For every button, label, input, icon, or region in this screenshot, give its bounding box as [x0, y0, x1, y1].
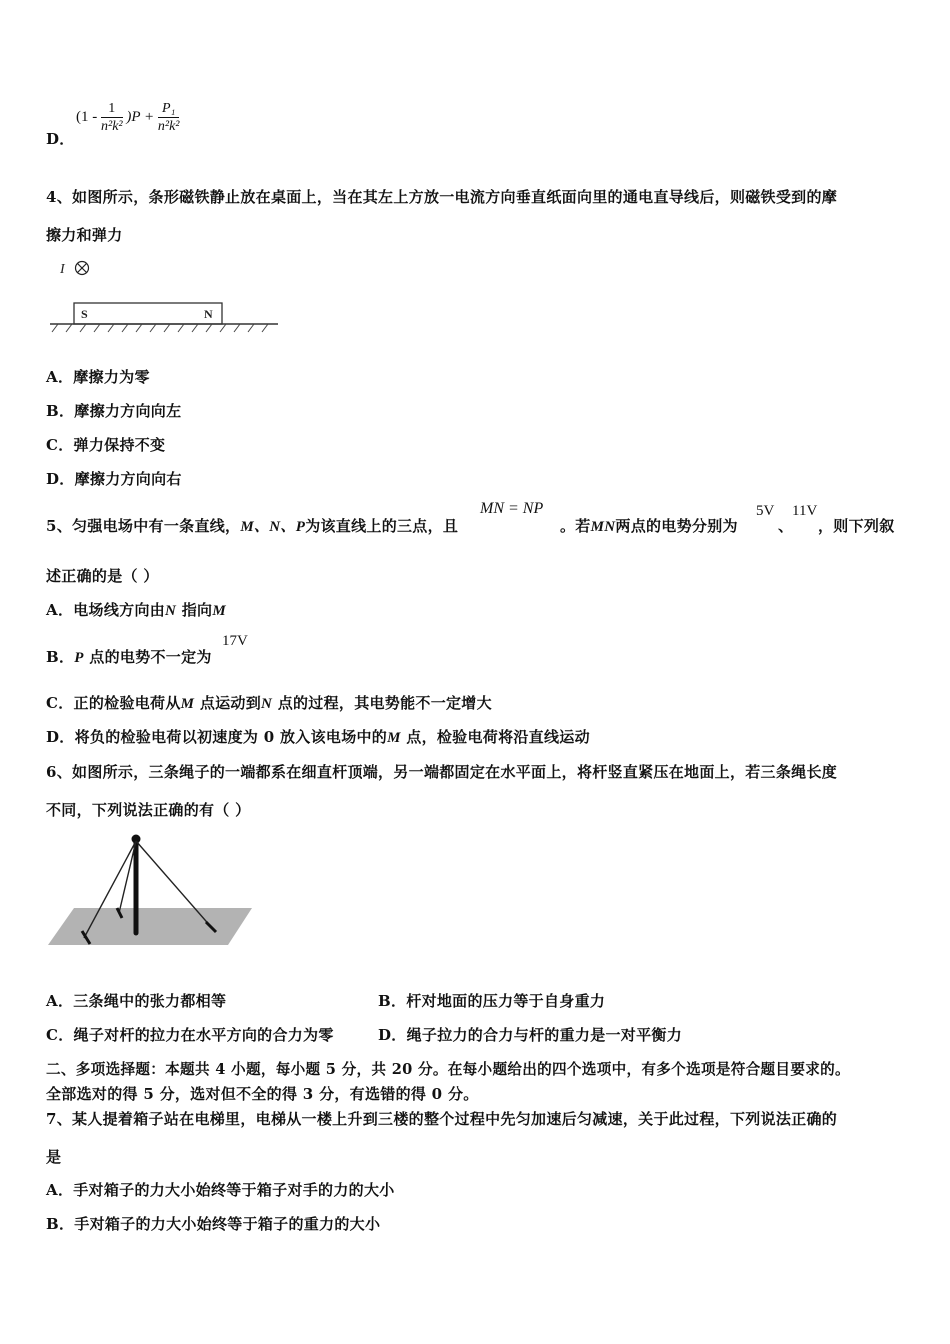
q5-option-a-m: M [212, 603, 226, 619]
q5-option-d [46, 726, 590, 747]
q5-option-d-m: M [387, 730, 401, 746]
formula-mid: )P + [126, 108, 155, 125]
table-hatching [52, 324, 268, 332]
q5-potential-m: 5V [756, 503, 775, 519]
q5-stem-part3: 。若 [560, 517, 591, 535]
q3-option-d [46, 128, 75, 149]
q6-option-a: A．三条绳中的张力都相等 [46, 992, 227, 1010]
q5-option-a-n: N [165, 603, 177, 619]
q5-stem-line1b [560, 515, 738, 536]
q5-option-b [46, 646, 212, 667]
q3-option-d-formula [76, 100, 179, 135]
q5-option-c-post: 点的过程，其电势能不一定增大 [277, 694, 492, 712]
q5-stem-line2: 述正确的是（ ） [46, 567, 159, 585]
q4-stem-line2: 擦力和弹力 [46, 226, 123, 244]
q5-stem-part5: ，则下列叙 [818, 517, 895, 535]
q6-option-c: C．绳子对杆的拉力在水平方向的合力为零 [46, 1026, 334, 1044]
q5-relation: MN = NP [480, 500, 544, 517]
q5-option-d-pre: D．将负的检验电荷以初速度为 0 放入该电场中的 [46, 728, 388, 746]
magnet-figure [46, 255, 286, 340]
q5-option-a-pre: A．电场线方向由 [46, 601, 166, 619]
q7-stem-line1: 7、某人提着箱子站在电梯里，电梯从一楼上升到三楼的整个过程中先匀加速后匀减速，关于此过程，下列说法正确的 [46, 1110, 838, 1128]
formula-prefix: (1 - [76, 108, 98, 125]
q5-option-c-m: M [180, 696, 195, 712]
q4-option-c: C．弹力保持不变 [46, 436, 166, 454]
formula-fraction-1-numerator: 1 [101, 100, 123, 118]
q5-option-c-pre: C．正的检验电荷从 [46, 694, 181, 712]
q5-separator: 、 [778, 517, 794, 535]
q5-stem-part4: 两点的电势分别为 [615, 517, 738, 535]
q5-points: M、N、P [240, 519, 306, 535]
current-label: I [60, 262, 65, 277]
q5-option-b-value: 17V [222, 633, 248, 649]
q5-stem-part1: 5、匀强电场中有一条直线， [46, 517, 241, 535]
q5-potential-n: 11V [792, 503, 818, 519]
q4-stem-line1: 4、如图所示，条形磁铁静止放在桌面上，当在其左上方放一电流方向垂直纸面向里的通电直导线后，则磁铁受到的摩 [46, 188, 838, 206]
q5-option-c-n: N [261, 696, 273, 712]
q7-option-b: B．手对箱子的力大小始终等于箱子的重力的大小 [46, 1215, 381, 1233]
current-into-page-icon [76, 262, 89, 275]
q6-stem-line1: 6、如图所示，三条绳子的一端都系在细直杆顶端，另一端都固定在水平面上，将杆竖直紧压在地面上，若三条绳长度 [46, 763, 838, 781]
q4-option-b: B．摩擦力方向向左 [46, 402, 182, 420]
q6-option-b: B．杆对地面的压力等于自身重力 [378, 992, 606, 1010]
south-pole-label: S [81, 307, 88, 321]
q5-option-a-mid: 指向 [181, 601, 213, 619]
q5-option-a [46, 599, 226, 620]
q5-stem-part2: 为该直线上的三点，且 [305, 517, 459, 535]
formula-fraction-2-denominator: n²k² [157, 119, 180, 134]
q6-stem-line2: 不同，下列说法正确的有（ ） [46, 801, 251, 819]
q5-mn: MN [590, 519, 616, 535]
q3-option-d-label: D． [46, 130, 75, 148]
formula-fraction-2 [158, 100, 180, 135]
q5-option-b-pre: B． [46, 648, 75, 666]
q4-option-d: D．摩擦力方向向右 [46, 470, 182, 488]
q6-option-d: D．绳子拉力的合力与杆的重力是一对平衡力 [378, 1026, 683, 1044]
ground-plane [48, 908, 252, 945]
section2-line2: 全部选对的得 5 分，选对但不全的得 3 分，有选错的得 0 分。 [46, 1085, 479, 1103]
q5-stem-line1 [46, 515, 458, 536]
q5-option-b-text: 点的电势不一定为 [89, 648, 212, 666]
bar-magnet [74, 303, 222, 324]
q5-option-d-post: 点，检验电荷将沿直线运动 [406, 728, 590, 746]
formula-fraction-1 [101, 100, 123, 135]
q5-option-c [46, 692, 492, 713]
section2-line1: 二、多项选择题：本题共 4 小题，每小题 5 分，共 20 分。在每小题给出的四个选项中，有多个选项是符合题目要求的。 [46, 1061, 850, 1078]
north-pole-label: N [204, 307, 213, 321]
rope-2 [119, 841, 136, 913]
q5-option-c-mid: 点运动到 [199, 694, 262, 712]
formula-fraction-1-denominator: n²k² [101, 119, 123, 134]
q5-option-b-p: P [74, 650, 84, 666]
q7-option-a: A．手对箱子的力大小始终等于箱子对手的力的大小 [46, 1181, 395, 1199]
q4-option-a: A．摩擦力为零 [46, 368, 150, 386]
formula-fraction-2-numerator: P₁ [158, 100, 180, 118]
rope-pole-figure [46, 828, 256, 950]
q7-stem-line2: 是 [46, 1148, 62, 1166]
